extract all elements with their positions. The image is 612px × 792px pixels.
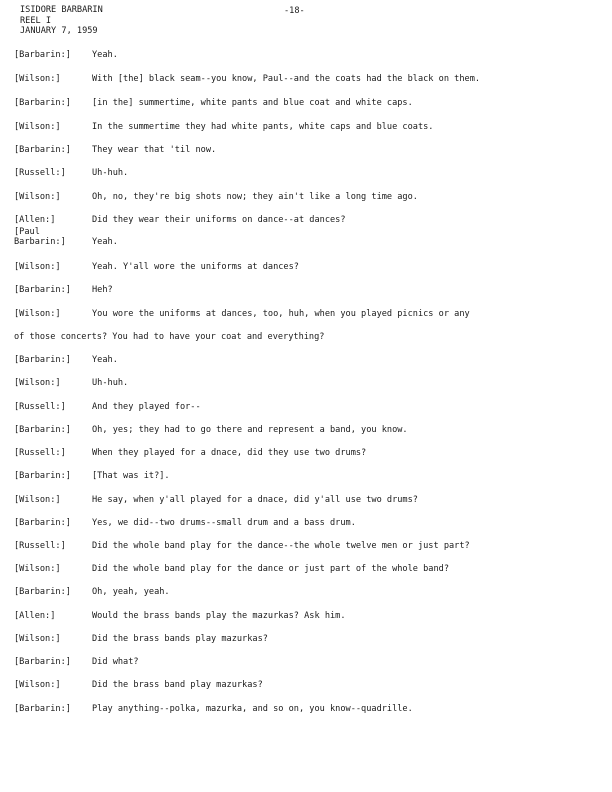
spoken-text: Did what?	[92, 657, 139, 667]
speaker-label: [Allen:]	[14, 611, 56, 621]
spoken-text: Yeah.	[92, 237, 118, 247]
speaker-label: [Wilson:]	[14, 192, 61, 202]
speaker-label: [Wilson:]	[14, 634, 61, 644]
spoken-text: Did the brass band play mazurkas?	[92, 680, 263, 690]
spoken-text: Yeah. Y'all wore the uniforms at dances?	[92, 262, 299, 272]
spoken-text: Heh?	[92, 285, 113, 295]
interview-date: JANUARY 7, 1959	[20, 26, 98, 36]
spoken-text: Did the brass bands play mazurkas?	[92, 634, 268, 644]
speaker-label: [Wilson:]	[14, 122, 61, 132]
speaker-label: [Barbarin:]	[14, 425, 71, 435]
speaker-label: [Barbarin:]	[14, 657, 71, 667]
speaker-label: [Barbarin:]	[14, 145, 71, 155]
speaker-label: [Barbarin:]	[14, 98, 71, 108]
spoken-text: Yes, we did--two drums--small drum and a bass drum.	[92, 518, 356, 528]
speaker-label	[14, 227, 66, 247]
spoken-text: Did the whole band play for the dance or just part of the whole band?	[92, 564, 449, 574]
speaker-label: [Barbarin:]	[14, 471, 71, 481]
speaker-label: [Barbarin:]	[14, 518, 71, 528]
spoken-text: You wore the uniforms at dances, too, huh, when you played picnics or any	[92, 309, 470, 319]
speaker-label: [Barbarin:]	[14, 587, 71, 597]
speaker-label: [Wilson:]	[14, 74, 61, 84]
spoken-text: When they played for a dnace, did they use two drums?	[92, 448, 367, 458]
spoken-text: Did the whole band play for the dance--the whole twelve men or just part?	[92, 541, 470, 551]
speaker-label: [Wilson:]	[14, 680, 61, 690]
spoken-text: Uh-huh.	[92, 168, 129, 178]
speaker-label: [Wilson:]	[14, 378, 61, 388]
spoken-text: Uh-huh.	[92, 378, 129, 388]
speaker-label: [Allen:]	[14, 215, 56, 225]
spoken-text: He say, when y'all played for a dnace, did y'all use two drums?	[92, 495, 418, 505]
spoken-text: of those concerts? You had to have your coat and everything?	[14, 332, 325, 342]
speaker-label: [Russell:]	[14, 402, 66, 412]
speaker-label-line: [Paul	[14, 227, 40, 237]
reel-label: REEL I	[20, 15, 52, 26]
spoken-text: With [the] black seam--you know, Paul--and the coats had the black on them.	[92, 74, 481, 84]
spoken-text: Oh, yeah, yeah.	[92, 587, 170, 597]
speaker-label: [Russell:]	[14, 448, 66, 458]
spoken-text: Did they wear their uniforms on dance--at dances?	[92, 215, 346, 225]
speaker-label: [Barbarin:]	[14, 285, 71, 295]
spoken-text: Yeah.	[92, 355, 118, 365]
speaker-label: [Wilson:]	[14, 564, 61, 574]
spoken-text: [in the] summertime, white pants and blue coat and white caps.	[92, 98, 413, 108]
spoken-text: Oh, no, they're big shots now; they ain't like a long time ago.	[92, 192, 418, 202]
speaker-label-line: Barbarin:]	[14, 237, 66, 247]
spoken-text: Play anything--polka, mazurka, and so on, you know--quadrille.	[92, 704, 413, 714]
speaker-label: [Barbarin:]	[14, 704, 71, 714]
spoken-text: They wear that 'til now.	[92, 145, 217, 155]
speaker-label: [Wilson:]	[14, 309, 61, 319]
speaker-label: [Barbarin:]	[14, 355, 71, 365]
spoken-text: [That was it?].	[92, 471, 170, 481]
spoken-text: In the summertime they had white pants, white caps and blue coats.	[92, 122, 434, 132]
speaker-label: [Russell:]	[14, 168, 66, 178]
spoken-text: Oh, yes; they had to go there and represent a band, you know.	[92, 425, 408, 435]
spoken-text: Would the brass bands play the mazurkas? Ask him.	[92, 611, 346, 621]
speaker-label: [Wilson:]	[14, 262, 61, 272]
document-header	[20, 5, 103, 37]
speaker-label: [Barbarin:]	[14, 50, 71, 60]
spoken-text: And they played for--	[92, 402, 201, 412]
speaker-label: [Russell:]	[14, 541, 66, 551]
spoken-text: Yeah.	[92, 50, 118, 60]
interviewee-name: ISIDORE BARBARIN	[20, 5, 103, 15]
page-number: -18-	[284, 6, 305, 16]
speaker-label: [Wilson:]	[14, 495, 61, 505]
